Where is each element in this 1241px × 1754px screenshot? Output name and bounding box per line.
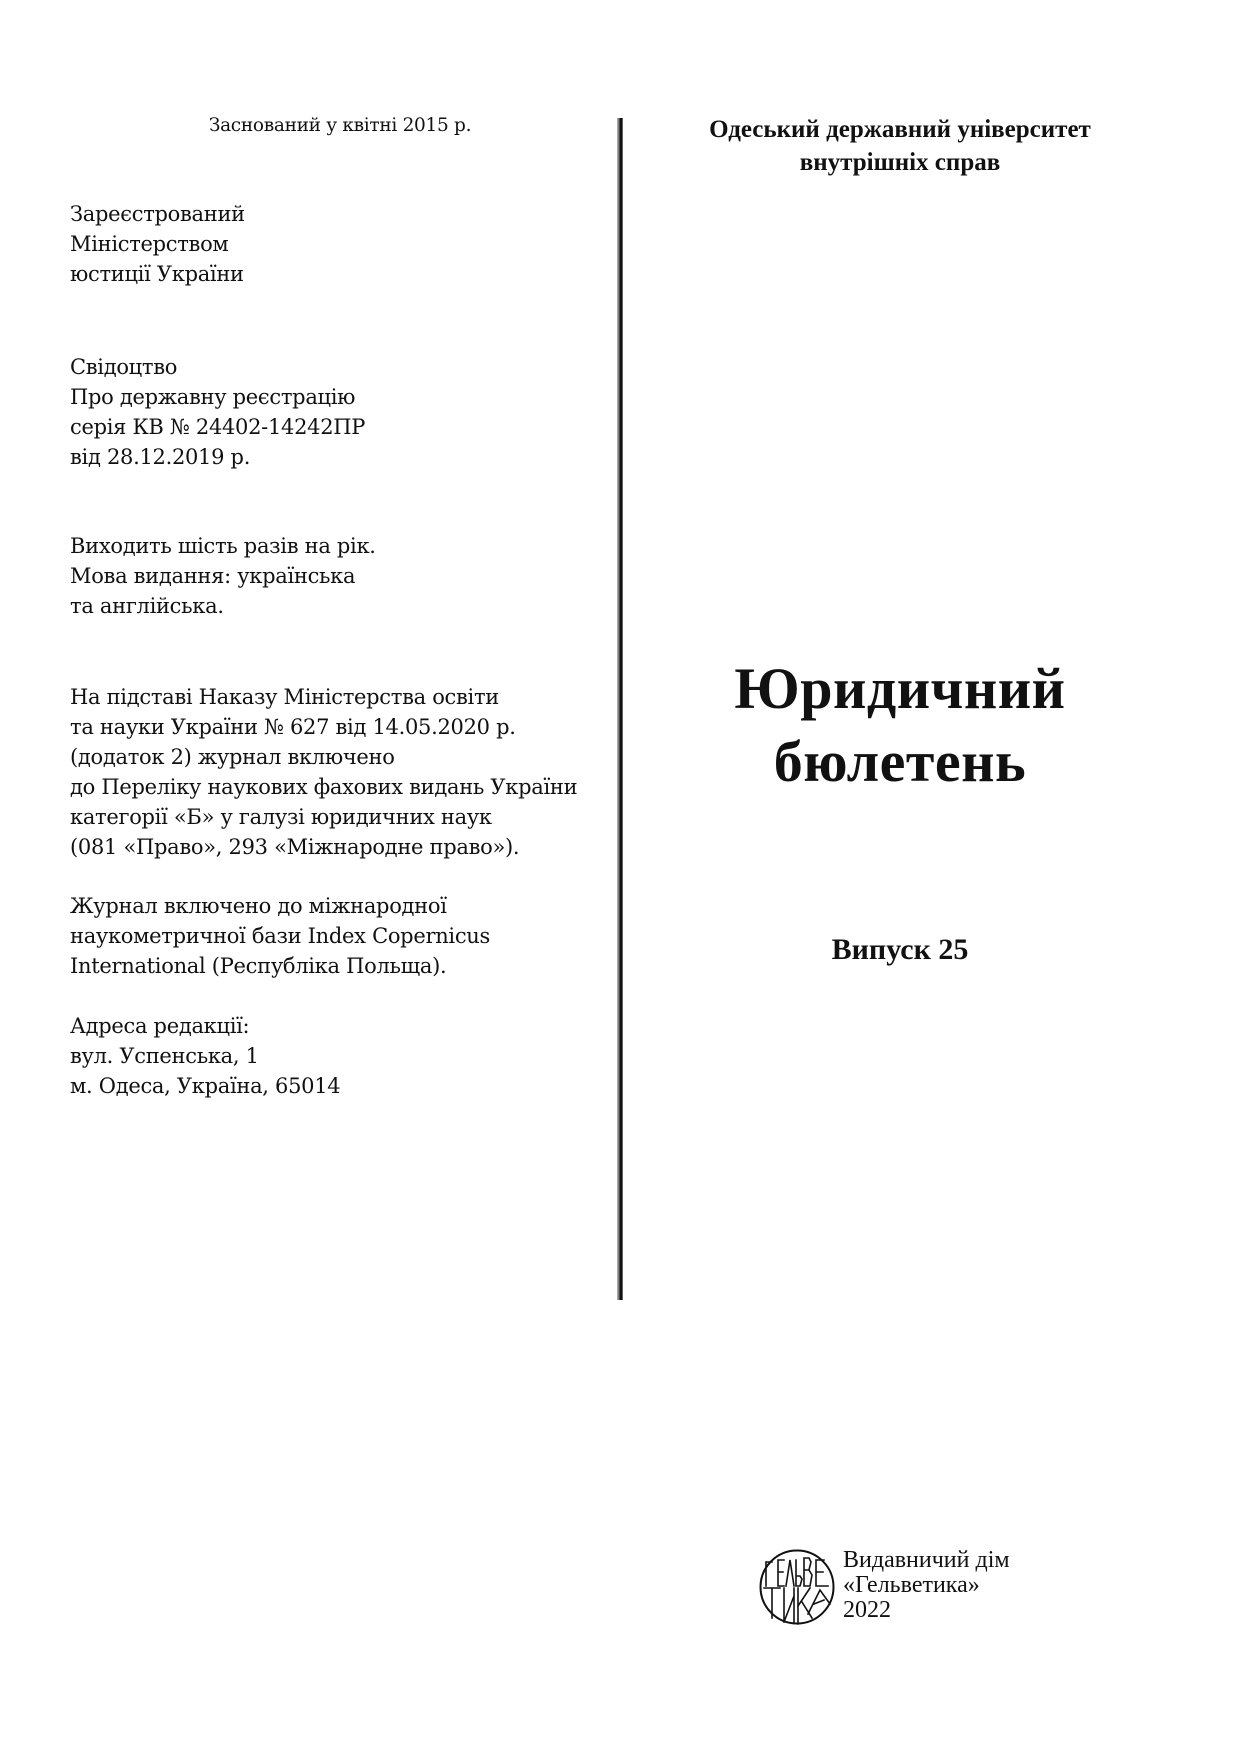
publisher-info xyxy=(843,1548,1010,1623)
ministry-order-line: (081 «Право», 293 «Міжнародне право»). xyxy=(70,835,520,859)
helvetica-publisher-logo-icon xyxy=(758,1548,836,1626)
indexing-line: наукометричної бази Index Copernicus xyxy=(70,924,490,948)
frequency-line: Мова видання: українська xyxy=(70,564,356,588)
indexing-line: Журнал включено до міжнародної xyxy=(70,894,447,918)
address-line: Адреса редакції: xyxy=(70,1014,250,1038)
registration-line: Міністерством xyxy=(70,232,229,256)
certificate-line: Про державну реєстрацію xyxy=(70,385,356,409)
ministry-order-line: категорії «Б» у галузі юридичних наук xyxy=(70,805,492,829)
certificate-line: від 28.12.2019 р. xyxy=(70,445,251,469)
address-line: вул. Успенська, 1 xyxy=(70,1044,259,1068)
certificate-line: серія КВ № 24402-14242ПР xyxy=(70,415,366,439)
frequency-line: та англійська. xyxy=(70,594,224,618)
indexing-line: International (Республіка Польща). xyxy=(70,954,447,978)
publisher-line: Видавничий дім xyxy=(843,1547,1010,1573)
registration-block xyxy=(70,199,245,289)
university-name xyxy=(640,113,1160,179)
university-line: внутрішніх справ xyxy=(799,149,1001,176)
ministry-order-line: (додаток 2) журнал включено xyxy=(70,745,395,769)
journal-title-line: бюлетень xyxy=(773,729,1027,794)
certificate-block xyxy=(70,352,365,472)
ministry-order-line: та науки України № 627 від 14.05.2020 р. xyxy=(70,715,516,739)
registration-line: юстиції України xyxy=(70,262,244,286)
ministry-order-block xyxy=(70,682,577,862)
registration-line: Зареєстрований xyxy=(70,202,245,226)
founded-note: Заснований у квітні 2015 р. xyxy=(208,115,472,136)
publisher-year: 2022 xyxy=(843,1597,891,1623)
frequency-line: Виходить шість разів на рік. xyxy=(70,534,376,558)
ministry-order-line: до Переліку наукових фахових видань України xyxy=(70,775,578,799)
address-block xyxy=(70,1011,340,1101)
certificate-line: Свідоцтво xyxy=(70,355,178,379)
publisher-line: «Гельветика» xyxy=(843,1572,980,1598)
journal-title xyxy=(640,652,1160,798)
frequency-block xyxy=(70,531,376,621)
indexing-block xyxy=(70,891,490,981)
address-line: м. Одеса, Україна, 65014 xyxy=(70,1074,341,1098)
column-divider xyxy=(617,118,623,1300)
ministry-order-line: На підставі Наказу Міністерства освіти xyxy=(70,685,499,709)
journal-title-line: Юридичний xyxy=(734,656,1066,721)
issue-number: Випуск 25 xyxy=(831,933,969,966)
university-line: Одеський державний університет xyxy=(709,116,1091,143)
